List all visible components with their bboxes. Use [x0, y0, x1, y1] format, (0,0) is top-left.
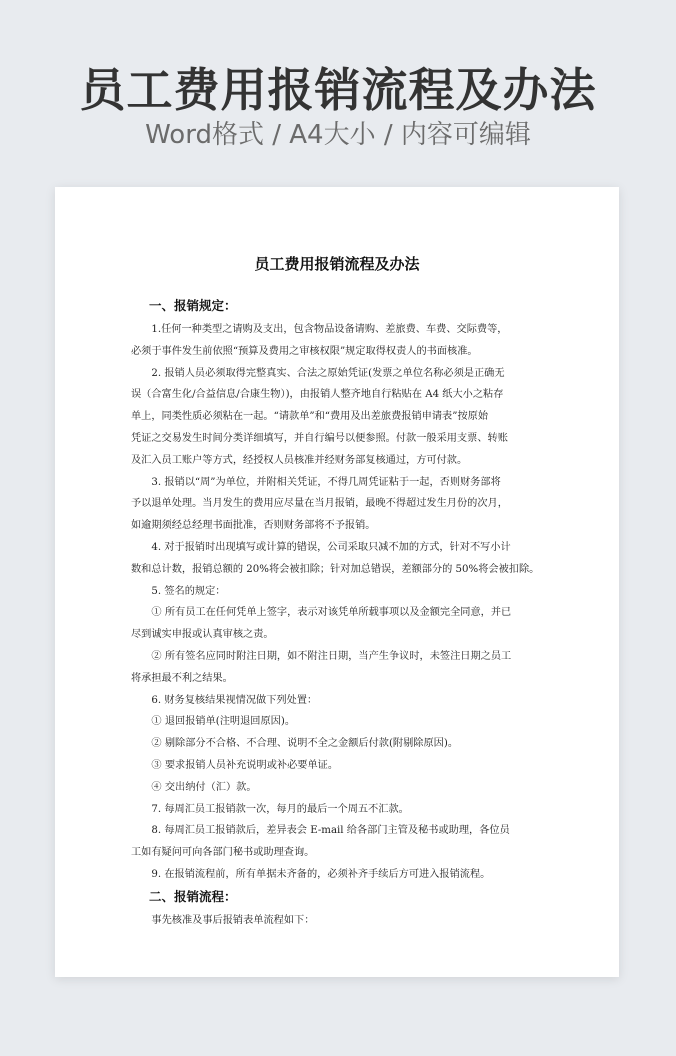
text-line: 及汇入员工账户等方式，经授权人员核准并经财务部复核通过，方可付款。 — [131, 454, 468, 466]
section-heading-process: 二、报销流程： — [149, 888, 237, 904]
text-line: 7. 每周汇员工报销款一次，每月的最后一个周五不汇款。 — [151, 803, 409, 815]
text-line: ④ 交出纳付（汇）款。 — [151, 781, 257, 793]
document-body — [131, 297, 546, 932]
text-line: ③ 要求报销人员补充说明或补必要单证。 — [151, 759, 339, 771]
paragraph-rule-9 — [131, 864, 546, 886]
text-line: 9. 在报销流程前，所有单据未齐备的，必须补齐手续后方可进入报销流程。 — [151, 868, 491, 880]
text-line: 1.任何一种类型之请购及支出，包含物品设备请购、差旅费、车费、交际费等， — [151, 324, 508, 335]
text-line: ② 所有签名应同时附注日期，如不附注日期，当产生争议时，未签注日期之员工 — [151, 650, 512, 662]
paragraph-rule-6-2 — [131, 733, 546, 755]
text-line: 将承担最不利之结果。 — [131, 672, 233, 684]
text-line: 8. 每周汇员工报销款后，差异表会 E-mail 给各部门主管及秘书或助理，各位员 — [151, 825, 510, 837]
paragraph-rule-7 — [131, 799, 546, 821]
paragraph-rule-5-1 — [131, 602, 546, 646]
text-line: ① 退回报销单(注明退回原因)。 — [151, 716, 296, 728]
document-page — [55, 187, 619, 977]
banner-subtitle: Word格式 / A4大小 / 内容可编辑 — [145, 120, 531, 150]
text-line: 凭证之交易发生时间分类详细填写，并自行编号以便参照。付款一般采用支票、转账 — [131, 432, 508, 444]
text-line: 2. 报销人员必须取得完整真实、合法之原始凭证(发票之单位名称必须是正确无 — [151, 367, 505, 379]
text-line: 事先核准及事后报销表单流程如下： — [151, 914, 315, 926]
text-line: 尽到诚实申报或认真审核之责。 — [131, 629, 274, 641]
paragraph-rule-1 — [131, 319, 546, 363]
text-line: 数和总计数，报销总额的 20%将会被扣除；针对加总错误，差额部分的 50%将会被扣除。 — [131, 563, 540, 575]
text-line: 5. 签名的规定： — [151, 585, 226, 597]
paragraph-rule-5-2 — [131, 646, 546, 690]
text-line: 如逾期须经总经理书面批准，否则财务部将不予报销。 — [131, 520, 376, 532]
text-line: ② 剔除部分不合格、不合理、说明不全之金额后付款(附剔除原因)。 — [151, 738, 459, 750]
paragraph-rule-5 — [131, 581, 546, 603]
paragraph-rule-8 — [131, 820, 546, 864]
paragraph-process-intro — [131, 910, 546, 932]
text-line: 6. 财务复核结果视情况做下列处置： — [151, 694, 318, 706]
text-line: 3. 报销以“周”为单位，并附相关凭证，不得几周凭证粘于一起，否则财务部将 — [151, 476, 501, 488]
paragraph-rule-6-3 — [131, 755, 546, 777]
section-heading-rules: 一、报销规定： — [149, 298, 237, 313]
paragraph-rule-3 — [131, 472, 546, 537]
banner-title: 员工费用报销流程及办法 — [79, 63, 597, 117]
paragraph-rule-6-4 — [131, 777, 546, 799]
document-title: 员工费用报销流程及办法 — [254, 255, 420, 273]
text-line: ① 所有员工在任何凭单上签字，表示对该凭单所载事项以及金额完全同意，并已 — [151, 607, 512, 619]
text-line: 予以退单处理。当月发生的费用应尽量在当月报销，最晚不得超过发生月份的次月， — [131, 498, 508, 510]
text-line: 单上，同类性质必须粘在一起。“请款单”和“费用及出差旅费报销申请表”按原始 — [131, 411, 489, 423]
paragraph-rule-4 — [131, 537, 546, 581]
paragraph-rule-2 — [131, 363, 546, 472]
text-line: 必须于事件发生前依照“预算及费用之审核权限”规定取得权责人的书面核准。 — [131, 345, 478, 357]
paragraph-rule-6 — [131, 690, 546, 712]
text-line: 误（合富生化/合益信息/合康生物）)，由报销人整齐地自行粘贴在 A4 纸大小之粘存 — [131, 389, 504, 401]
paragraph-rule-6-1 — [131, 711, 546, 733]
text-line: 工如有疑问可向各部门秘书或助理查询。 — [131, 847, 315, 859]
text-line: 4. 对于报销时出现填写或计算的错误，公司采取只减不加的方式，针对不写小计 — [151, 541, 511, 553]
